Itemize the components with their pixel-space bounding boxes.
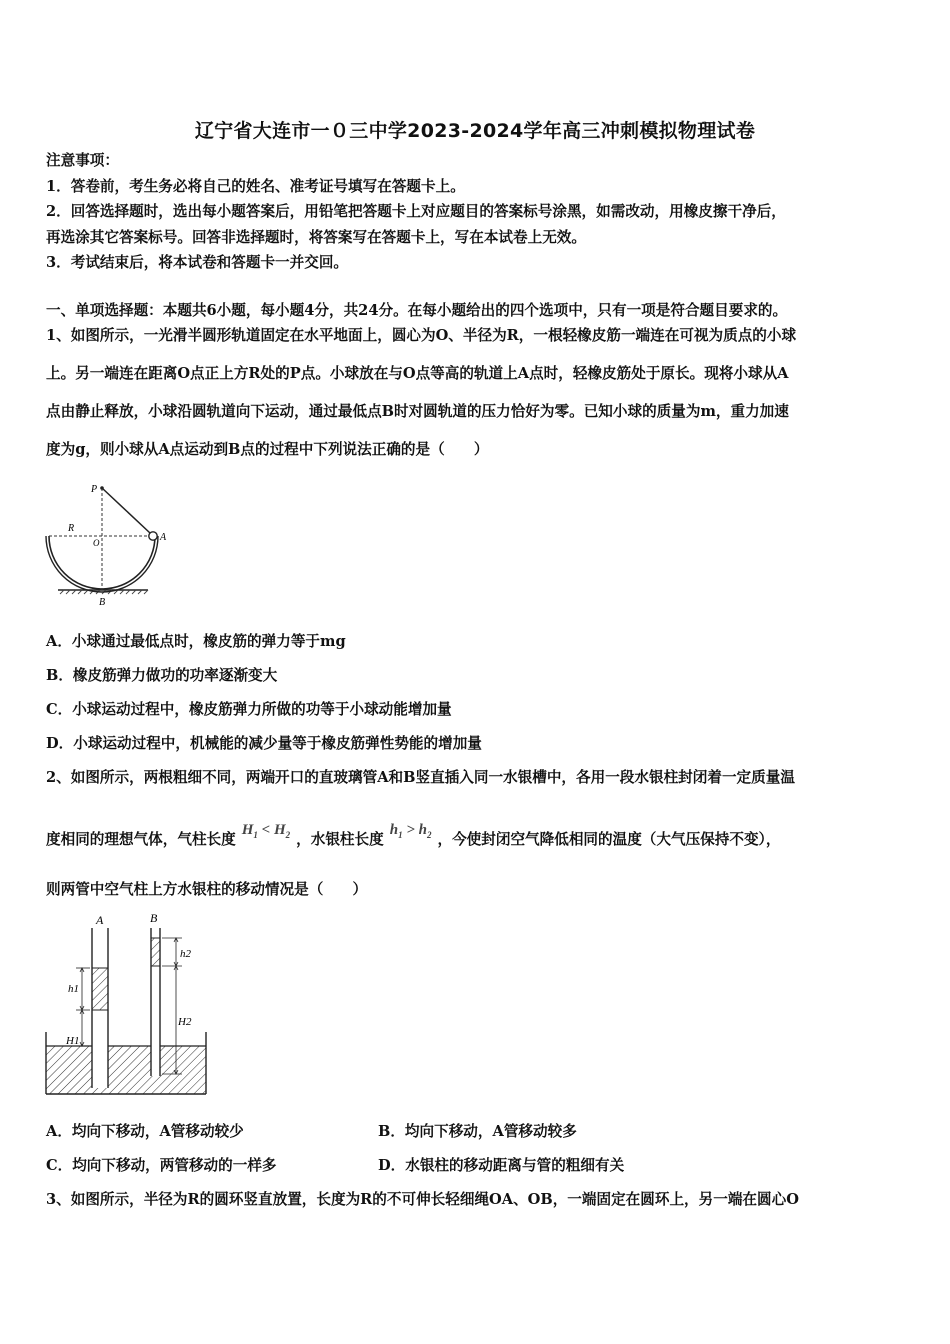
- question-2-option-a: A．均向下移动，A管移动较少: [46, 1123, 244, 1140]
- figure-label: H1: [66, 1035, 80, 1047]
- question-1-option-c: C．小球运动过程中，橡皮筋弹力所做的功等于小球动能增加量: [46, 701, 452, 718]
- question-1-text: 度为g，则小球从A点运动到B点的过程中下列说法正确的是（ ）: [46, 441, 489, 458]
- question-1-text: 上。另一端连在距离O点正上方R处的P点。小球放在与O点等高的轨道上A点时，轻橡皮筋处于原长。现将小球从A: [46, 365, 789, 382]
- question-2-figure: [40, 908, 220, 1098]
- section-heading: 一、单项选择题：本题共6小题，每小题4分，共24分。在每小题给出的四个选项中，只有一项是符合题目要求的。: [46, 302, 788, 319]
- figure-label: h1: [68, 983, 79, 995]
- figure-label: h2: [180, 948, 191, 960]
- figure-label: P: [91, 484, 98, 495]
- inequality-h-capital: $H_1 < H_2$: [241, 822, 291, 840]
- question-2-text: [46, 822, 781, 855]
- figure-label: B: [99, 597, 106, 608]
- notice-item: 2．回答选择题时，选出每小题答案后，用铅笔把答题卡上对应题目的答案标号涂黑，如需改动，用橡皮擦干净后，: [46, 203, 786, 220]
- question-1-figure: [44, 478, 184, 608]
- notice-item: 再选涂其它答案标号。回答非选择题时，将答案写在答题卡上，写在本试卷上无效。: [46, 229, 586, 246]
- question-2-text: 则两管中空气柱上方水银柱的移动情况是（ ）: [46, 881, 368, 898]
- question-2-text-part: ，水银柱长度: [296, 831, 384, 848]
- question-2-option-b: B．均向下移动，A管移动较多: [378, 1123, 577, 1140]
- figure-label: A: [160, 532, 167, 543]
- notice-heading: 注意事项：: [46, 152, 119, 169]
- question-1-option-a: A．小球通过最低点时，橡皮筋的弹力等于mg: [46, 633, 346, 650]
- figure-label: R: [68, 523, 75, 534]
- question-1-text: 点由静止释放，小球沿圆轨道向下运动，通过最低点B时对圆轨道的压力恰好为零。已知小球的质量为m，重力加速: [46, 403, 789, 420]
- figure-label: O: [93, 538, 100, 548]
- question-2-option-d: D．水银柱的移动距离与管的粗细有关: [378, 1157, 625, 1174]
- question-3-text: 3、如图所示，半径为R的圆环竖直放置，长度为R的不可伸长轻细绳OA、OB，一端固定在圆环上，另一端在圆心O: [46, 1191, 799, 1208]
- notice-item: 1．答卷前，考生务必将自己的姓名、准考证号填写在答题卡上。: [46, 178, 465, 195]
- question-2-text-part: 度相同的理想气体，气柱长度: [46, 831, 236, 848]
- figure-label: A: [96, 913, 104, 927]
- inequality-h-lower: $h_1 > h_2$: [389, 822, 432, 840]
- question-2-text: 2、如图所示，两根粗细不同，两端开口的直玻璃管A和B竖直插入同一水银槽中，各用一段水银柱封闭着一定质量温: [46, 769, 795, 786]
- question-1-text: 1、如图所示，一光滑半圆形轨道固定在水平地面上，圆心为O、半径为R，一根轻橡皮筋一端连在可视为质点的小球: [46, 327, 797, 344]
- exam-title: 辽宁省大连市一０三中学2023-2024学年高三冲刺模拟物理试卷: [194, 120, 756, 142]
- figure-label: B: [150, 911, 158, 925]
- notice-item: 3．考试结束后，将本试卷和答题卡一并交回。: [46, 254, 349, 271]
- question-1-option-b: B．橡皮筋弹力做功的功率逐渐变大: [46, 667, 278, 684]
- question-2-text-part: ，今使封闭空气降低相同的温度（大气压保持不变），: [437, 831, 781, 848]
- question-2-option-c: C．均向下移动，两管移动的一样多: [46, 1157, 277, 1174]
- question-1-option-d: D．小球运动过程中，机械能的减少量等于橡皮筋弹性势能的增加量: [46, 735, 482, 752]
- figure-label: H2: [178, 1016, 192, 1028]
